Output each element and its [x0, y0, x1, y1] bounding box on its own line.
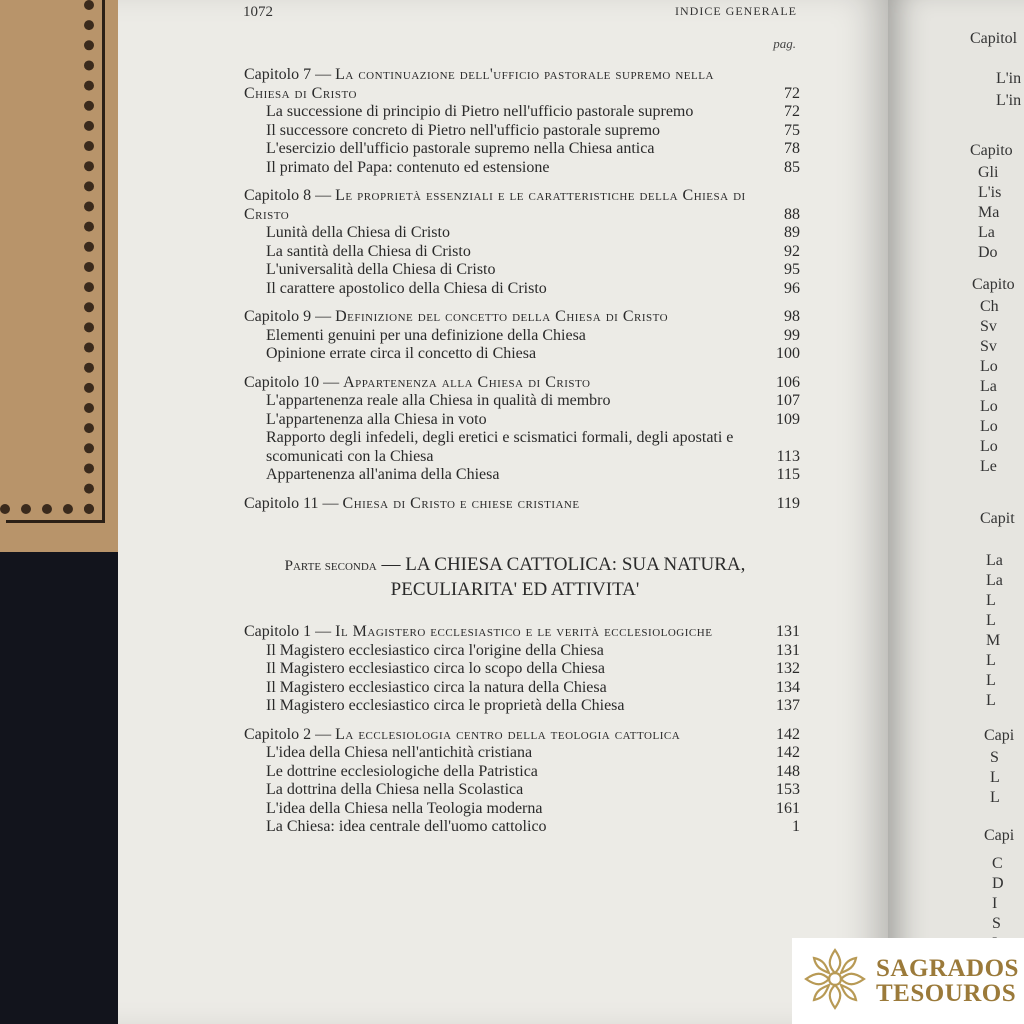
right-page-text: M: [986, 632, 1001, 649]
page-ref: 153: [776, 781, 800, 798]
part-label: Parte seconda: [284, 558, 377, 574]
entry-text: La Chiesa: idea centrale dell'uomo cattolico: [266, 818, 547, 835]
toc-entry: [230, 159, 800, 178]
right-page-text: La: [980, 378, 997, 395]
page-ref: 132: [776, 660, 800, 677]
right-page-text: L: [986, 652, 996, 669]
right-page-text: La: [978, 224, 995, 241]
toc-entry: [230, 763, 800, 782]
chapter-title: Appartenenza alla Chiesa di Cristo: [343, 373, 591, 391]
chapter-title: Il Magistero ecclesiastico e le verità ecclesiologiche: [335, 623, 713, 640]
ornament-logo-icon: [802, 946, 868, 1012]
entry-text: Il Magistero ecclesiastico circa lo scopo della Chiesa: [266, 660, 605, 677]
right-page-text: L: [986, 672, 996, 689]
right-page-text: Capit: [980, 510, 1015, 527]
chapter-heading: Capitolo 9 — Definizione del concetto della Chiesa di Cristo 98: [244, 308, 800, 325]
page-ref: 98: [784, 308, 800, 325]
right-page-text: Sv: [980, 318, 997, 335]
entry-text: Rapporto degli infedeli, degli eretici e scismatici formali, degli apostati e scomunicati con la Chiesa: [266, 429, 734, 465]
right-page-text: Lo: [980, 358, 998, 375]
right-page-text: Capito: [972, 276, 1015, 293]
right-page-text: Lo: [980, 398, 998, 415]
toc-entry: [230, 818, 800, 837]
page-ref: 131: [776, 623, 800, 640]
page-ref: 72: [784, 103, 800, 120]
right-page-text: Lo: [980, 418, 998, 435]
toc-entry: [230, 744, 800, 763]
watermark-line1: SAGRADOS: [876, 955, 1019, 982]
chapter-title: Definizione del concetto della Chiesa di Cristo: [335, 308, 669, 325]
chapter-label: Capitolo 11: [244, 494, 319, 512]
toc-entry: [230, 103, 800, 122]
toc-entry: [230, 224, 800, 243]
right-page: [888, 0, 1024, 1024]
right-page-text: Ch: [980, 298, 999, 315]
toc-entry: [230, 642, 800, 661]
page-ref: 142: [776, 725, 800, 743]
toc-entry: [230, 800, 800, 819]
toc-entry: [230, 660, 800, 679]
chapter-heading: Capitolo 2 — La ecclesiologia centro della teologia cattolica 142: [244, 725, 800, 743]
toc-entry: [230, 345, 800, 364]
page-number: 1072: [243, 4, 273, 20]
cover-border: [6, 0, 105, 523]
page-ref: 142: [776, 744, 800, 761]
table-of-contents: [230, 56, 800, 837]
right-page-text: Lo: [980, 438, 998, 455]
right-page-text: L: [990, 769, 1000, 786]
page-ref: 99: [784, 326, 800, 344]
chapter-label: Capitolo 10: [244, 373, 320, 391]
chapter-label: Capitolo 1: [244, 623, 312, 640]
right-page-text: S: [990, 749, 999, 766]
toc-entry: [230, 392, 800, 411]
right-page-text: Capito: [970, 142, 1013, 159]
right-page-text: L: [986, 692, 996, 709]
right-page-text: L: [986, 612, 996, 629]
toc-entry: [230, 466, 800, 485]
page-ref: 100: [776, 345, 800, 362]
chapter-heading: Capitolo 7 — La continuazione dell'ufficio pastorale supremo nella Chiesa di Cristo 72: [244, 66, 800, 102]
page-ref: 95: [784, 261, 800, 278]
running-title: INDICE GENERALE: [675, 4, 797, 18]
right-page-text: Capi: [984, 827, 1015, 844]
right-page-text: La: [986, 572, 1003, 589]
pag-label: pag.: [773, 36, 796, 51]
toc-entry: [230, 140, 800, 159]
toc-entry: [230, 122, 800, 141]
toc-entry: [230, 280, 800, 299]
page-ref: 148: [776, 762, 800, 780]
right-page-text: La: [986, 552, 1003, 569]
chapter-title: Le proprietà essenziali e le caratteristiche della Chiesa di Cristo: [244, 187, 746, 223]
page-ref: 134: [776, 678, 800, 696]
entry-text: Il Magistero ecclesiastico circa la natura della Chiesa: [266, 678, 607, 696]
entry-text: Le dottrine ecclesiologiche della Patristica: [266, 762, 538, 780]
entry-text: Il Magistero ecclesiastico circa l'origine della Chiesa: [266, 641, 604, 659]
toc-entry: [230, 781, 800, 800]
page-ref: 89: [784, 224, 800, 241]
page-ref: 92: [784, 242, 800, 260]
entry-text: La successione di principio di Pietro nell'ufficio pastorale supremo: [266, 103, 694, 120]
toc-entry: [230, 411, 800, 430]
watermark-line2: TESOUROS: [876, 980, 1017, 1007]
chapter-label: Capitolo 2: [244, 725, 312, 743]
part-title-line1: LA CHIESA CATTOLICA: SUA NATURA,: [405, 554, 746, 575]
entry-text: L'universalità della Chiesa di Cristo: [266, 261, 496, 278]
page-ref: 161: [776, 799, 800, 817]
toc-entry: [230, 243, 800, 262]
chapter-label: Capitolo 7: [244, 66, 312, 83]
chapter-title: La continuazione dell'ufficio pastorale supremo nella Chiesa di Cristo: [244, 66, 714, 102]
right-page-text: C: [992, 855, 1003, 872]
chapter-title: Chiesa di Cristo e chiese cristiane: [342, 494, 580, 512]
page-ref: 119: [776, 494, 800, 512]
entry-text: Il carattere apostolico della Chiesa di Cristo: [266, 279, 547, 297]
page-ref: 113: [776, 447, 800, 465]
toc-entry: [230, 261, 800, 280]
entry-text: L'appartenenza reale alla Chiesa in qualità di membro: [266, 392, 611, 409]
right-page-text: Gli: [978, 164, 999, 181]
right-page-text: I: [992, 895, 998, 912]
entry-text: Il primato del Papa: contenuto ed estensione: [266, 158, 550, 176]
entry-text: La santità della Chiesa di Cristo: [266, 242, 471, 260]
right-page-text: D: [992, 875, 1004, 892]
right-page-text: Capitol: [970, 30, 1018, 47]
entry-text: L'idea della Chiesa nella Teologia moderna: [266, 799, 543, 817]
chapter-label: Capitolo 9: [244, 308, 312, 325]
entry-text: Opinione errate circa il concetto di Chiesa: [266, 345, 537, 362]
chapter-label: Capitolo 8: [244, 187, 312, 204]
toc-entry: [230, 697, 800, 716]
entry-text: L'idea della Chiesa nell'antichità cristiana: [266, 744, 533, 761]
page-ref: 1: [792, 818, 800, 835]
entry-text: La dottrina della Chiesa nella Scolastica: [266, 781, 524, 798]
right-page-text: Capi: [984, 727, 1015, 744]
entry-text: Elementi genuini per una definizione della Chiesa: [266, 326, 586, 344]
entry-text: Il Magistero ecclesiastico circa le proprietà della Chiesa: [266, 697, 625, 714]
entry-text: Lunità della Chiesa di Cristo: [266, 224, 450, 241]
page-ref: 131: [776, 641, 800, 659]
right-page-text: L: [986, 592, 996, 609]
toc-entry: [230, 429, 800, 466]
right-page-text: L'in: [996, 92, 1022, 109]
adjacent-book-cover: [0, 0, 132, 552]
right-page-text: Do: [978, 244, 998, 261]
page-ref: 75: [784, 121, 800, 139]
right-page-text: Le: [980, 458, 997, 475]
page-ref: 109: [776, 410, 800, 428]
part-title-line2: PECULIARITA' ED ATTIVITA': [390, 579, 640, 600]
entry-text: L'appartenenza alla Chiesa in voto: [266, 410, 487, 428]
right-page-text: L: [990, 789, 1000, 806]
page-ref: 88: [784, 205, 800, 223]
page-ref: 72: [784, 84, 800, 102]
chapter-heading: Capitolo 1 — Il Magistero ecclesiastico e le verità ecclesiologiche 131: [244, 623, 800, 640]
chapter-title: La ecclesiologia centro della teologia cattolica: [335, 725, 681, 743]
part-heading: Parte seconda — LA CHIESA CATTOLICA: SUA NATURA, PECULIARITA' ED ATTIVITA': [230, 553, 800, 601]
right-page-text: Ma: [978, 204, 1000, 221]
entry-text: Appartenenza all'anima della Chiesa: [266, 466, 500, 483]
chapter-heading: Capitolo 10 — Appartenenza alla Chiesa di Cristo 106: [244, 373, 800, 391]
page-ref: 107: [776, 392, 800, 409]
page-ref: 137: [776, 697, 800, 714]
page-ref: 78: [784, 140, 800, 157]
toc-entry: [230, 327, 800, 346]
right-page-text: S: [992, 915, 1001, 932]
watermark: [792, 938, 1024, 1024]
right-page-text: L'in: [996, 70, 1022, 87]
right-page-text: Sv: [980, 338, 997, 355]
entry-text: L'esercizio dell'ufficio pastorale supremo nella Chiesa antica: [266, 140, 655, 157]
page-ref: 85: [784, 158, 800, 176]
toc-entry: [230, 679, 800, 698]
chapter-heading: Capitolo 11 — Chiesa di Cristo e chiese cristiane 119: [244, 494, 800, 512]
entry-text: Il successore concreto di Pietro nell'ufficio pastorale supremo: [266, 121, 661, 139]
page-ref: 106: [776, 373, 800, 391]
chapter-heading: Capitolo 8 — Le proprietà essenziali e le caratteristiche della Chiesa di Cristo 88: [244, 187, 800, 223]
page-ref: 96: [784, 279, 800, 297]
right-page-text: L'is: [978, 184, 1002, 201]
watermark-text: [876, 956, 1019, 1006]
page-ref: 115: [776, 466, 800, 483]
